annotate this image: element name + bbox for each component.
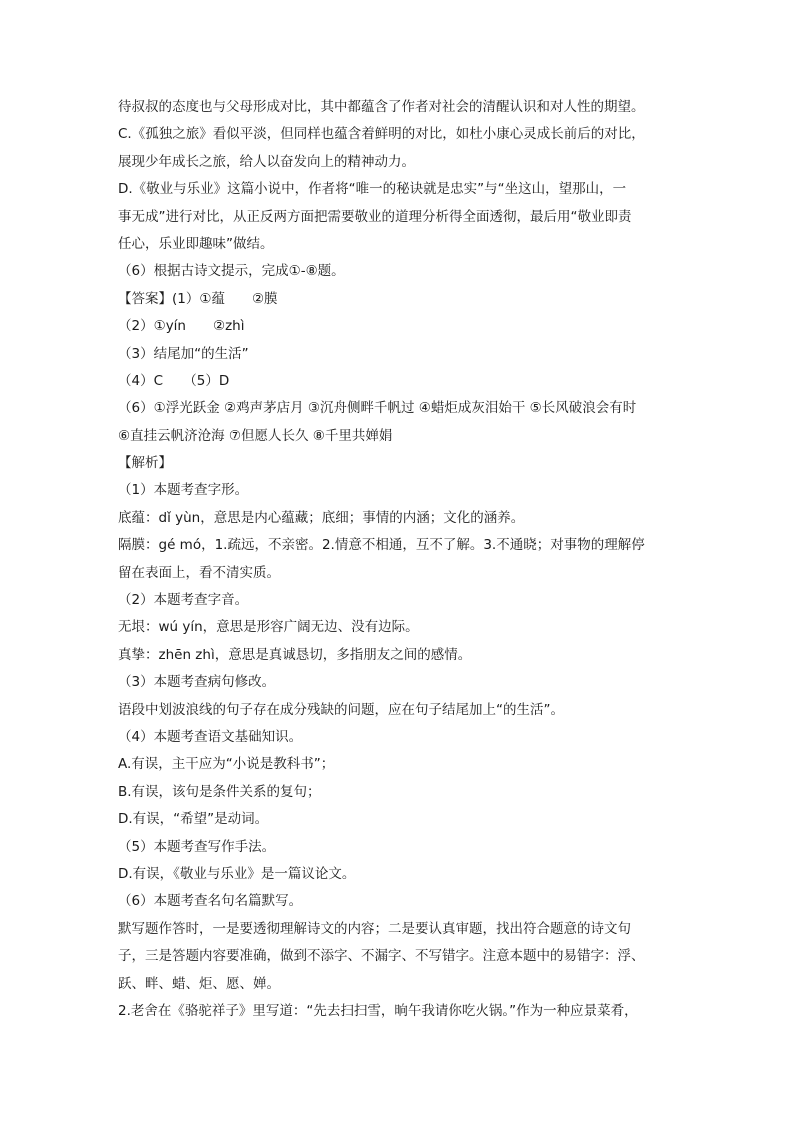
analysis-line: （6）本题考查名句名篇默写。: [118, 893, 303, 910]
analysis-line: 底蕴：dǐ yùn，意思是内心蕴藏；底细；事情的内涵；文化的涵养。: [118, 509, 525, 526]
analysis-line: （3）本题考查病句修改。: [118, 674, 276, 691]
analysis-line: B.有误，该句是条件关系的复句；: [118, 783, 321, 800]
analysis-line: 无垠：wú yín，意思是形容广阔无边、没有边际。: [118, 619, 419, 636]
analysis-line: A.有误，主干应为“小说是教科书”；: [118, 756, 335, 773]
analysis-line: 语段中划波浪线的句子存在成分残缺的问题，应在句子结尾加上“的生活”。: [118, 701, 564, 718]
analysis-line: （5）本题考查写作手法。: [118, 838, 276, 855]
analysis-line: （1）本题考查字形。: [118, 482, 249, 499]
analysis-line: 默写题作答时，一是要透彻理解诗文的内容；二是要认真审题，找出符合题意的诗文句: [118, 920, 631, 937]
text-line: D.《敬业与乐业》这篇小说中，作者将“唯一的秘诀就是忠实”与“坐这山，望那山，一: [118, 181, 627, 198]
text-line: 事无成”进行对比，从正反两方面把需要敬业的道理分析得全面透彻，最后用“敬业即责: [118, 208, 632, 225]
question-heading: （6）根据古诗文提示，完成①-⑧题。: [118, 263, 345, 280]
analysis-line: D.有误，“希望”是动词。: [118, 811, 269, 828]
answer-line: （4）C （5）D: [118, 372, 230, 389]
answer-line: ⑥直挂云帆济沧海 ⑦但愿人长久 ⑧千里共婵娟: [118, 427, 393, 444]
text-line: 待叔叔的态度也与父母形成对比，其中都蕴含了作者对社会的清醒认识和对人性的期望。: [118, 99, 645, 115]
question-line: 2.老舍在《骆驼祥子》里写道：“先去扫扫雪，晌午我请你吃火锅。”作为一种应景菜肴，: [118, 1002, 638, 1019]
analysis-line: 真挚：zhēn zhì，意思是真诚恳切，多指朋友之间的感情。: [118, 646, 472, 663]
text-line: 任心，乐业即趣味”做结。: [118, 235, 274, 252]
text-line: 展现少年成长之旅，给人以奋发向上的精神动力。: [118, 153, 415, 170]
answer-line: （3）结尾加“的生活”: [118, 345, 249, 362]
document-body: [118, 94, 688, 1025]
answer-heading: 【答案】(1）①蕴 ②膜: [118, 290, 278, 307]
text-line: C.《孤独之旅》看似平淡，但同样也蕴含着鲜明的对比，如杜小康心灵成长前后的对比，: [118, 126, 645, 143]
analysis-line: 隔膜：gé mó，1.疏远，不亲密。2.情意不相通，互不了解。3.不通晓；对事物的理解停: [118, 537, 645, 554]
answer-line: （6）①浮光跃金 ②鸡声茅店月 ③沉舟侧畔千帆过 ④蜡炬成灰泪始干 ⑤长风破浪会有时: [118, 400, 637, 417]
analysis-line: （2）本题考查字音。: [118, 592, 249, 609]
analysis-line: （4）本题考查语文基础知识。: [118, 728, 303, 745]
analysis-line: 子，三是答题内容要准确，做到不添字、不漏字、不写错字。注意本题中的易错字：浮、: [118, 948, 645, 965]
answer-line: （2）①yín ②zhì: [118, 318, 245, 335]
analysis-line: 跃、畔、蜡、炬、愿、婵。: [118, 975, 280, 992]
analysis-heading: 【解析】: [118, 455, 172, 472]
analysis-line: D.有误，《敬业与乐业》是一篇议论文。: [118, 865, 356, 882]
analysis-line: 留在表面上，看不清实质。: [118, 564, 280, 581]
